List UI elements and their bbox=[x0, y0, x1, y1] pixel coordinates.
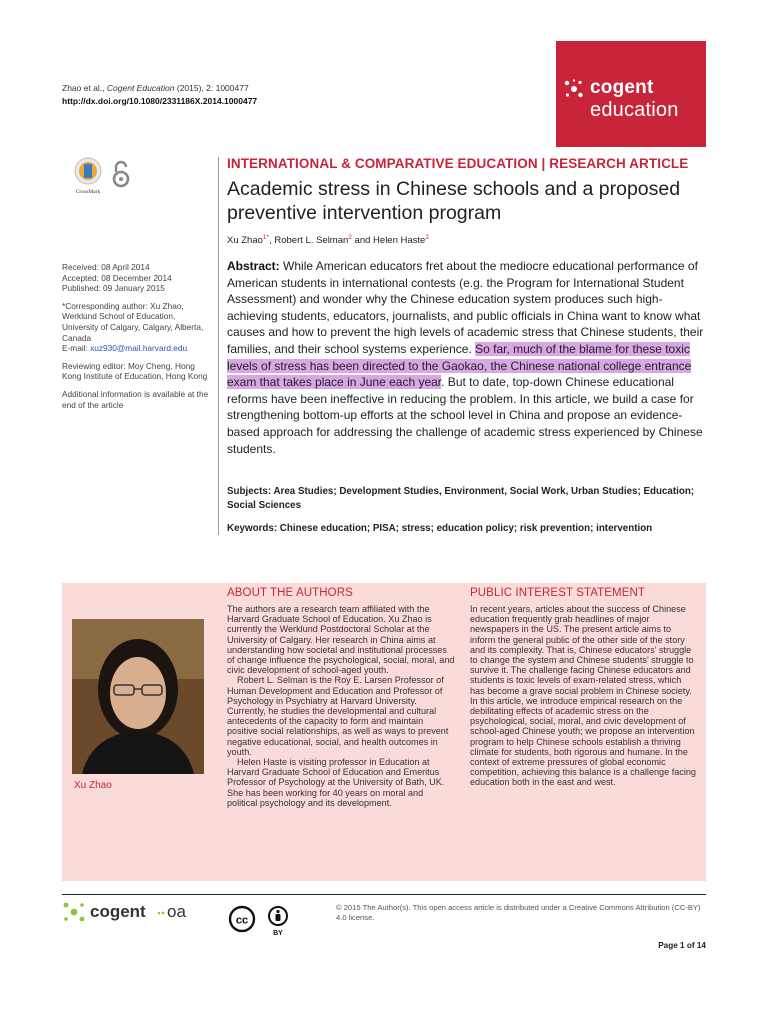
creative-commons-icon bbox=[230, 907, 254, 931]
footer-logo-word: cogent bbox=[90, 902, 146, 921]
abstract-text-cont: . But to date, top-down Chinese educational reforms have been ineffective in reducing the problem. In this article, we build a case for strengthening bottom-up efforts at the school level in China and propose an evidence-based approach for addressing the challenge of academic stress experienced by Chinese students. bbox=[227, 375, 703, 456]
reviewing-editor: Reviewing editor: Moy Cheng, Hong Kong Institute of Education, Hong Kong bbox=[62, 360, 208, 382]
doi-link[interactable]: http://dx.doi.org/10.1080/2331186X.2014.1000477 bbox=[62, 96, 258, 106]
photo-caption: Xu Zhao bbox=[74, 780, 112, 791]
citation-header bbox=[62, 82, 362, 108]
about-authors-text bbox=[227, 604, 455, 808]
additional-info: Additional information is available at the end of the article bbox=[62, 388, 209, 410]
cc-by-label: BY bbox=[273, 930, 283, 937]
keywords: Keywords: Chinese education; PISA; stress; education policy; risk prevention; intervention bbox=[227, 523, 653, 534]
published-date: Published: 09 January 2015 bbox=[62, 283, 165, 294]
author-name[interactable]: and Helen Haste bbox=[351, 235, 426, 247]
crossmark-icon[interactable] bbox=[72, 157, 104, 195]
author-name[interactable]: Xu Zhao bbox=[227, 235, 263, 247]
subjects: Subjects: Area Studies; Development Studies, Environment, Social Work, Urban Studies; Education; Social Sciences bbox=[227, 486, 695, 511]
cogent-logo-icon bbox=[64, 903, 85, 922]
citation-authors: Zhao et al., bbox=[62, 83, 105, 93]
svg-text:cc: cc bbox=[235, 914, 249, 927]
about-authors-heading: ABOUT THE AUTHORS bbox=[227, 587, 353, 599]
section-label: INTERNATIONAL & COMPARATIVE EDUCATION | RESEARCH ARTICLE bbox=[227, 156, 689, 171]
vertical-divider bbox=[218, 157, 219, 535]
open-access-icon bbox=[110, 160, 132, 188]
corresponding-author bbox=[62, 301, 212, 354]
affiliation-mark: 1* bbox=[262, 234, 270, 241]
cogent-logo-icon bbox=[564, 79, 584, 99]
article-meta bbox=[62, 262, 212, 417]
about-paragraph: The authors are a research team affiliated with the Harvard Graduate School of Education. Xu Zhao is currently the Werklund Postdoctoral Scholar at the University of Calgary. Her research in China aims at understanding how societal and institutional processes of change influence the psychological, social, moral, and civic development of school-aged youth. bbox=[227, 604, 455, 676]
about-paragraph: Helen Haste is visiting professor in Education at Harvard Graduate School of Education and Emeritus Professor of Psychology at the University of Bath, UK. She has been working for 40 years on moral and political psychology and its development. bbox=[227, 757, 445, 808]
cogent-oa-logo bbox=[62, 898, 212, 926]
accepted-date: Accepted: 08 December 2014 bbox=[62, 272, 172, 283]
affiliation-mark: 2 bbox=[348, 234, 352, 241]
citation-journal: Cogent Education bbox=[106, 83, 175, 93]
footer-divider bbox=[62, 894, 706, 895]
author-list bbox=[227, 234, 429, 246]
citation-volume: (2015), 2: 1000477 bbox=[176, 83, 249, 93]
abstract-label: Abstract: bbox=[227, 259, 280, 273]
email-link[interactable]: xuz930@mail.harvard.edu bbox=[90, 343, 188, 354]
author-photo bbox=[72, 619, 204, 774]
affiliation-mark: 2 bbox=[425, 234, 429, 241]
corresponding-text: *Corresponding author: Xu Zhao, Werklund School of Education, University of Calgary, Calgary, Alberta, Canada bbox=[62, 300, 204, 343]
author-name[interactable]: , Robert L. Selman bbox=[269, 235, 349, 247]
article-title: Academic stress in Chinese schools and a proposed preventive intervention program bbox=[227, 178, 681, 224]
brand-word-education: education bbox=[590, 99, 679, 121]
attribution-icon bbox=[269, 907, 287, 937]
citation-line bbox=[62, 82, 362, 95]
footer-logo-oa: oa bbox=[167, 902, 186, 921]
brand-word-cogent: cogent bbox=[590, 77, 654, 98]
public-interest-paragraph: In recent years, articles about the success of Chinese education frequently grab headlines of major newspapers in the US. The present article aims to inform the general public of the other side of the story and its complexity. That is, Chinese educators’ struggle to change the system and Chinese students’ struggle to survive it. The challenge facing Chinese educators and students is toxic levels of exam-related stress, which has become a grave social problem in Chinese society. In this article, we introduce empirical research on the debilitating effects of academic stress on the psychological, social, moral, and civic development of school-aged Chinese youth; we propose an intervention program to help Chinese schools establish a thriving climate for students, both rigorous and humane. In the context of extreme pressures of global economic competition, achieving this balance is a challenge facing education both in the east and west. bbox=[470, 604, 696, 788]
crossmark-label: CrossMark bbox=[75, 189, 101, 195]
cc-license-icons[interactable] bbox=[228, 905, 298, 937]
abstract bbox=[227, 258, 707, 457]
received-date: Received: 08 April 2014 bbox=[62, 262, 150, 272]
license-text: © 2015 The Author(s). This open access article is distributed under a Creative Commons Attribution (CC-BY) 4.0 license. bbox=[336, 903, 701, 922]
about-paragraph: Robert L. Selman is the Roy E. Larsen Professor of Human Development and Education and Professor of Psychology in Psychiatry at Harvard University. Currently, he studies the developmental and cultural antecedents of the capacity to form and maintain positive social relationships, as well as ways to prevent negative educational, social, and health outcomes in youth. bbox=[227, 675, 449, 757]
email-label: E-mail: bbox=[62, 343, 91, 354]
abstract-text: While American educators fret about the mediocre educational performance of American students in international contests (e.g. the Program for International Student Assessment) and wonder why the Chinese education system produces such high-achieving students, educators, journalists, and public officials in China want to know what causes and how to prevent the high levels of academic stress that Chinese students, their families, and their school systems experience. bbox=[227, 259, 704, 356]
dates bbox=[62, 262, 212, 294]
page-number: Page 1 of 14 bbox=[658, 941, 706, 950]
public-interest-text bbox=[470, 604, 698, 788]
public-interest-heading: PUBLIC INTEREST STATEMENT bbox=[470, 587, 646, 599]
highlighted-text: So far, much of the blame for these toxic levels of stress has been directed to the Gaokao, the Chinese national college entrance exam that takes place in June each year bbox=[227, 341, 692, 390]
journal-brand-box bbox=[556, 41, 706, 147]
